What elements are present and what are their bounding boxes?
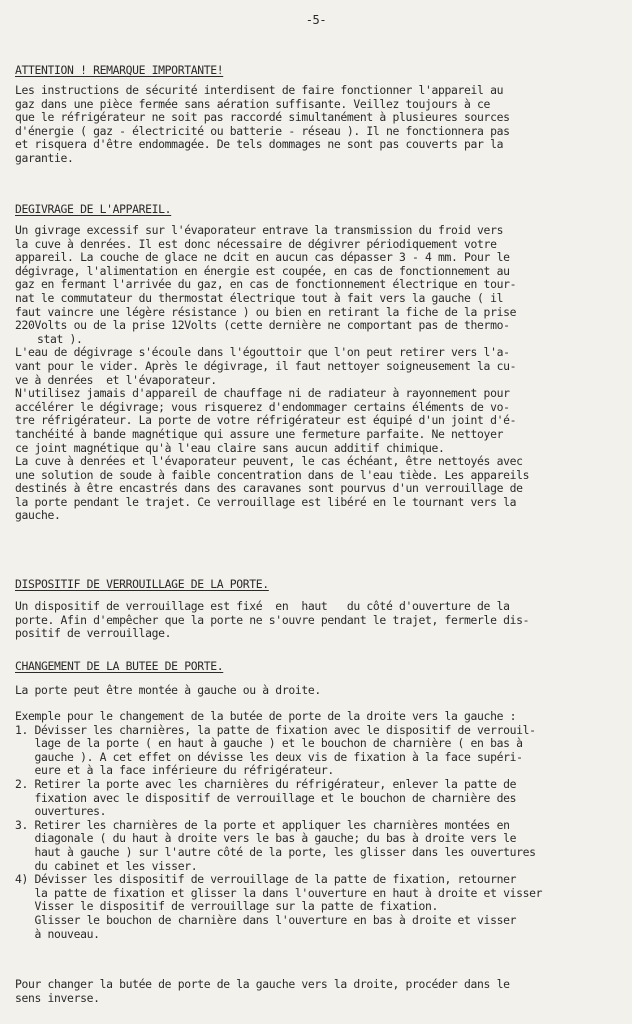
text-line: que le réfrigérateur ne soit pas raccordé simultanément à plusieures sources xyxy=(15,110,510,125)
text-line: 220Volts ou de la prise 12Volts (cette dernière ne comportant pas de thermo- xyxy=(15,318,510,333)
text-line: La porte peut être montée à gauche ou à droite. xyxy=(15,683,321,697)
page-number: -5- xyxy=(305,13,327,27)
list-item-2: 2. Retirer la porte avec les charnières du réfrigérateur, enlever la patte de xyxy=(15,776,517,791)
list-item-1: 1. Dévisser les charnières, la patte de fixation avec le dispositif de verrouil- xyxy=(15,722,536,737)
text-line: ouvertures. xyxy=(15,804,107,819)
text-line: et risquera d'être endommagée. De tels dommages ne sont pas couverts par la xyxy=(15,137,504,152)
text-line: gaz dans une pièce fermée sans aération suffisante. Veillez toujours à ce xyxy=(15,96,491,111)
text-line: L'eau de dégivrage s'écoule dans l'égouttoir que l'on peut retirer vers l'a- xyxy=(15,345,510,360)
text-line: destinés à être encastrés dans des caravanes sont pourvus d'un verrouillage de xyxy=(15,481,523,496)
text-line: la cuve à denrées. Il est donc nécessaire de dégivrer périodiquement votre xyxy=(15,236,497,251)
text-line: Les instructions de sécurité interdisent de faire fonctionner l'appareil au xyxy=(15,83,504,97)
paragraph-butee-steps xyxy=(15,710,627,941)
text-line: ce joint magnétique qu'à l'eau claire sans aucun additif chimique. xyxy=(15,440,445,455)
text-line: haut à gauche ) sur l'autre côté de la porte, les glisser dans les ouvertures xyxy=(15,844,536,859)
text-line: Pour changer la butée de porte de la gauche vers la droite, procéder dans le xyxy=(15,977,510,991)
text-line: à nouveau. xyxy=(15,926,100,941)
section-heading-verrouillage: DISPOSITIF DE VERROUILLAGE DE LA PORTE. xyxy=(15,577,269,591)
text-line: une solution de soude à faible concentration dans de l'eau tiède. Les appareils xyxy=(15,467,530,482)
paragraph-verrouillage xyxy=(15,600,627,641)
text-line: Un givrage excessif sur l'évaporateur entrave la transmission du froid vers xyxy=(15,223,504,237)
paragraph-degivrage xyxy=(15,224,627,523)
text-line: garantie. xyxy=(15,150,74,165)
list-item-3: 3. Retirer les charnières de la porte et appliquer les charnières montées en xyxy=(15,817,510,832)
section-heading-butee: CHANGEMENT DE LA BUTEE DE PORTE. xyxy=(15,659,224,673)
text-line: la porte pendant le trajet. Ce verrouillage est libéré en le tournant vers la xyxy=(15,494,517,509)
text-line: sens inverse. xyxy=(15,990,100,1005)
text-line: dégivrage, l'alimentation en énergie est coupée, en cas de fonctionnement au xyxy=(15,263,510,278)
text-line: nat le commutateur du thermostat électrique tout à fait vers la gauche ( il xyxy=(15,290,504,305)
text-line: accélérer le dégivrage; vous risquerez d'endommager certains éléments de vo- xyxy=(15,399,510,414)
text-line: Un dispositif de verrouillage est fixé en haut du côté d'ouverture de la xyxy=(15,599,510,613)
paragraph-butee-intro xyxy=(15,684,627,698)
text-line: tanchéité à bande magnétique qui assure une fermeture parfaite. Ne nettoyer xyxy=(15,426,504,441)
text-line: eure et à la face inférieure du réfrigérateur. xyxy=(15,763,334,778)
text-line: diagonale ( du haut à droite vers le bas à gauche; du bas à droite vers le xyxy=(15,831,517,846)
text-line: Exemple pour le changement de la butée de porte de la droite vers la gauche : xyxy=(15,709,517,723)
text-line: gaz en fermant l'arrivée du gaz, en cas de fonctionnement électrique en tour- xyxy=(15,277,517,292)
text-line: gauche ). A cet effet on dévisse les deux vis de fixation à la face supéri- xyxy=(15,749,523,764)
text-line: stat ). xyxy=(37,331,83,346)
text-line: d'énergie ( gaz - électricité ou batterie - réseau ). Il ne fonctionnera pas xyxy=(15,123,510,138)
text-line: faut vaincre une légère résistance ) ou bien en retirant la fiche de la prise xyxy=(15,304,517,319)
section-heading-degivrage: DEGIVRAGE DE L'APPAREIL. xyxy=(15,202,172,216)
list-item-4: 4) Dévisser les dispositif de verrouillage de la patte de fixation, retourner xyxy=(15,872,517,887)
paragraph-attention xyxy=(15,84,627,166)
text-line: Glisser le bouchon de charnière dans l'ouverture en bas à droite et visser xyxy=(15,912,517,927)
section-heading-attention: ATTENTION ! REMARQUE IMPORTANTE! xyxy=(15,63,224,77)
text-line: Visser le dispositif de verrouillage sur la patte de fixation. xyxy=(15,899,439,914)
text-line: La cuve à denrées et l'évaporateur peuvent, le cas échéant, être nettoyés avec xyxy=(15,454,523,469)
text-line: N'utilisez jamais d'appareil de chauffage ni de radiateur à rayonnement pour xyxy=(15,386,510,401)
text-line: du cabinet et les visser. xyxy=(15,858,198,873)
text-line: tre réfrigérateur. La porte de votre réfrigérateur est équipé d'un joint d'é- xyxy=(15,413,517,428)
text-line: lage de la porte ( en haut à gauche ) et le bouchon de charnière ( en bas à xyxy=(15,736,523,751)
text-line: porte. Afin d'empêcher que la porte ne s'ouvre pendant le trajet, fermerle dis- xyxy=(15,612,530,627)
text-line: appareil. La couche de glace ne dcit en aucun cas dépasser 3 - 4 mm. Pour le xyxy=(15,250,510,265)
text-line: ve à denrées et l'évaporateur. xyxy=(15,372,217,387)
paragraph-butee-closing xyxy=(15,978,627,1005)
text-line: vant pour le vider. Après le dégivrage, il faut nettoyer soigneusement la cu- xyxy=(15,358,517,373)
text-line: la patte de fixation et glisser la dans l'ouverture en haut à droite et visser xyxy=(15,885,543,900)
text-line: positif de verrouillage. xyxy=(15,626,172,641)
text-line: fixation avec le dispositif de verrouillage et le bouchon de charnière des xyxy=(15,790,517,805)
text-line: gauche. xyxy=(15,508,61,523)
